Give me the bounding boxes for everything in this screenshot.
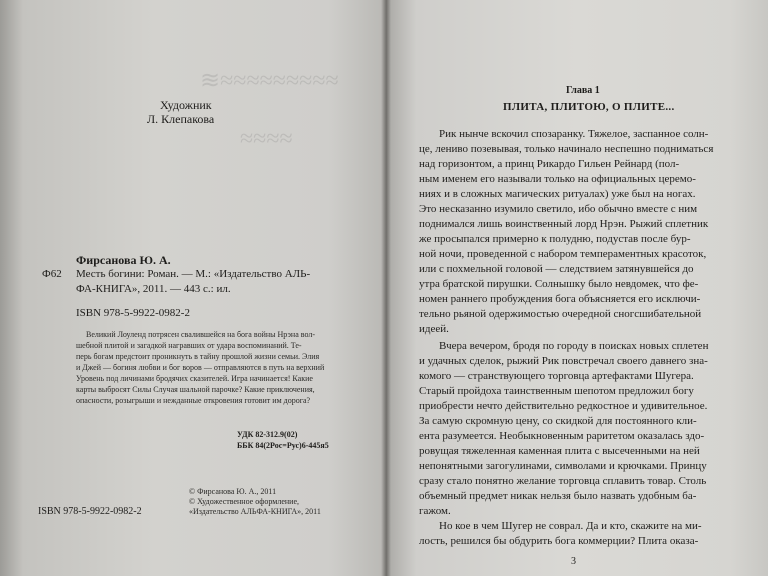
book-description-line: ФА-КНИГА», 2011. — 443 с.: ил.: [76, 283, 231, 295]
body-text-line: тельно рьяной одержимостью очередной сногсшибательной: [419, 308, 702, 320]
body-text-line: гажом.: [419, 505, 451, 517]
annotation-line: Великий Лоуленд потрясен свалившейся на бога войны Нрэна вол-: [86, 330, 316, 339]
body-text-line: Но кое в чем Шугер не соврал. Да и кто, скажите на ми-: [439, 520, 702, 532]
annotation-line: опасности, розыгрыши и нежданные откровения готовит им дорога?: [76, 396, 311, 405]
udk-code: УДК 82-312.9(02): [237, 430, 298, 439]
copyright-line: © Фирсанова Ю. А., 2011: [189, 487, 277, 496]
body-text-line: комого — странствующего торговца артефактами Шугера.: [419, 370, 694, 382]
body-text-line: ровущая тяжеленная каменная плита с высеченными на ней: [419, 445, 700, 457]
show-through-text: ≋≈≈≈≈≈≈≈≈≈: [200, 68, 339, 94]
body-text-line: объемный предмет никак нельзя было назвать удобным ба-: [419, 490, 697, 502]
annotation-line: Уровень под личинами бродячих сказителей. Игра начинается! Какие: [76, 374, 313, 383]
body-text-line: ной ночи, проведенной с набором темпераментных красоток,: [419, 248, 707, 260]
body-text-line: Это несказанно изумило светило, ибо обычно вместе с ним: [419, 203, 698, 215]
body-text-line: Вчера вечером, бродя по городу в поисках новых сплетен: [439, 340, 709, 352]
annotation-line: и Джей — богиня любви и бог воров — отправляются в путь на верхний: [76, 363, 325, 372]
copyright-line: © Художественное оформление,: [189, 497, 300, 506]
isbn: ISBN 978-5-9922-0982-2: [76, 307, 190, 319]
body-text-line: поднимался лишь воинственный лорд Нрэн. Рыжий сплетник: [419, 218, 709, 230]
body-text-line: це, лениво позевывая, только начинало неспешно подниматься: [419, 143, 714, 155]
show-through-text: ≈≈≈≈: [240, 126, 293, 152]
body-text-line: номен раннего пробуждения бога объясняется его исключи-: [419, 293, 701, 305]
chapter-title: ПЛИТА, ПЛИТОЮ, О ПЛИТЕ...: [503, 101, 675, 113]
body-text-line: и удачных сделок, рыжий Рик повстречал своего давнего зна-: [419, 355, 708, 367]
body-text-line: утра братской пирушки. Солнышку было невдомек, что фе-: [419, 278, 699, 290]
book-description-line: Месть богини: Роман. — М.: «Издательство АЛЬ-: [76, 268, 311, 280]
bbk-code: ББК 84(2Рос=Рус)6-445я5: [237, 441, 329, 450]
body-text-line: За самую скромную цену, со скидкой для постоянного кли-: [419, 415, 697, 427]
page-number: 3: [571, 556, 576, 567]
catalog-code: Ф62: [42, 268, 62, 280]
body-text-line: идеей.: [419, 323, 449, 335]
annotation-line: перь богам предстоит проникнуть в тайну прошлой жизни семьи. Элия: [76, 352, 320, 361]
body-text-line: ента разумеется. Необыкновенным раритетом оказалась здо-: [419, 430, 705, 442]
body-text-line: сразу стало понятно желание торговца сплавить товар. Столь: [419, 475, 707, 487]
body-text-line: приобрести нечто действительно редкостное и удивительное.: [419, 400, 708, 412]
body-text-line: ным именем его называли только на официальных церемо-: [419, 173, 696, 185]
annotation-line: карты выбросят Силы Случая шальной парочке? Какие приключения,: [76, 385, 315, 394]
isbn-bottom: ISBN 978-5-9922-0982-2: [38, 506, 142, 517]
body-text-line: или с похмельной головой — следствием затянувшейся до: [419, 263, 694, 275]
author-name: Фирсанова Ю. А.: [76, 253, 171, 267]
copyright-line: «Издательство АЛЬФА-КНИГА», 2011: [189, 507, 321, 516]
body-text-line: ниях и в сложных магических ритуалах) уже был на ногах.: [419, 188, 696, 200]
body-text-line: лость, решился бы обдурить бога коммерции? Плита оказа-: [419, 535, 699, 547]
body-text-line: Старый пройдоха таинственным шепотом предложил богу: [419, 385, 694, 397]
chapter-number: Глава 1: [566, 85, 600, 96]
body-text-line: Рик нынче вскочил спозаранку. Тяжелое, заспанное солн-: [439, 128, 709, 140]
book-spine-gutter: [381, 0, 391, 576]
body-text-line: непонятными загогулинами, символами и крючками. Принцу: [419, 460, 707, 472]
body-text-line: над горизонтом, а принц Рикардо Гильен Рейнард (пол-: [419, 158, 680, 170]
artist-name: Л. Клепакова: [147, 112, 215, 126]
right-page: [386, 0, 768, 576]
body-text-line: же просыпался примерно к полудню, подустав после бур-: [419, 233, 691, 245]
annotation-line: шебной плитой и загадкой награвших от удара воспоминаний. Те-: [76, 341, 302, 350]
artist-role: Художник: [160, 98, 212, 112]
